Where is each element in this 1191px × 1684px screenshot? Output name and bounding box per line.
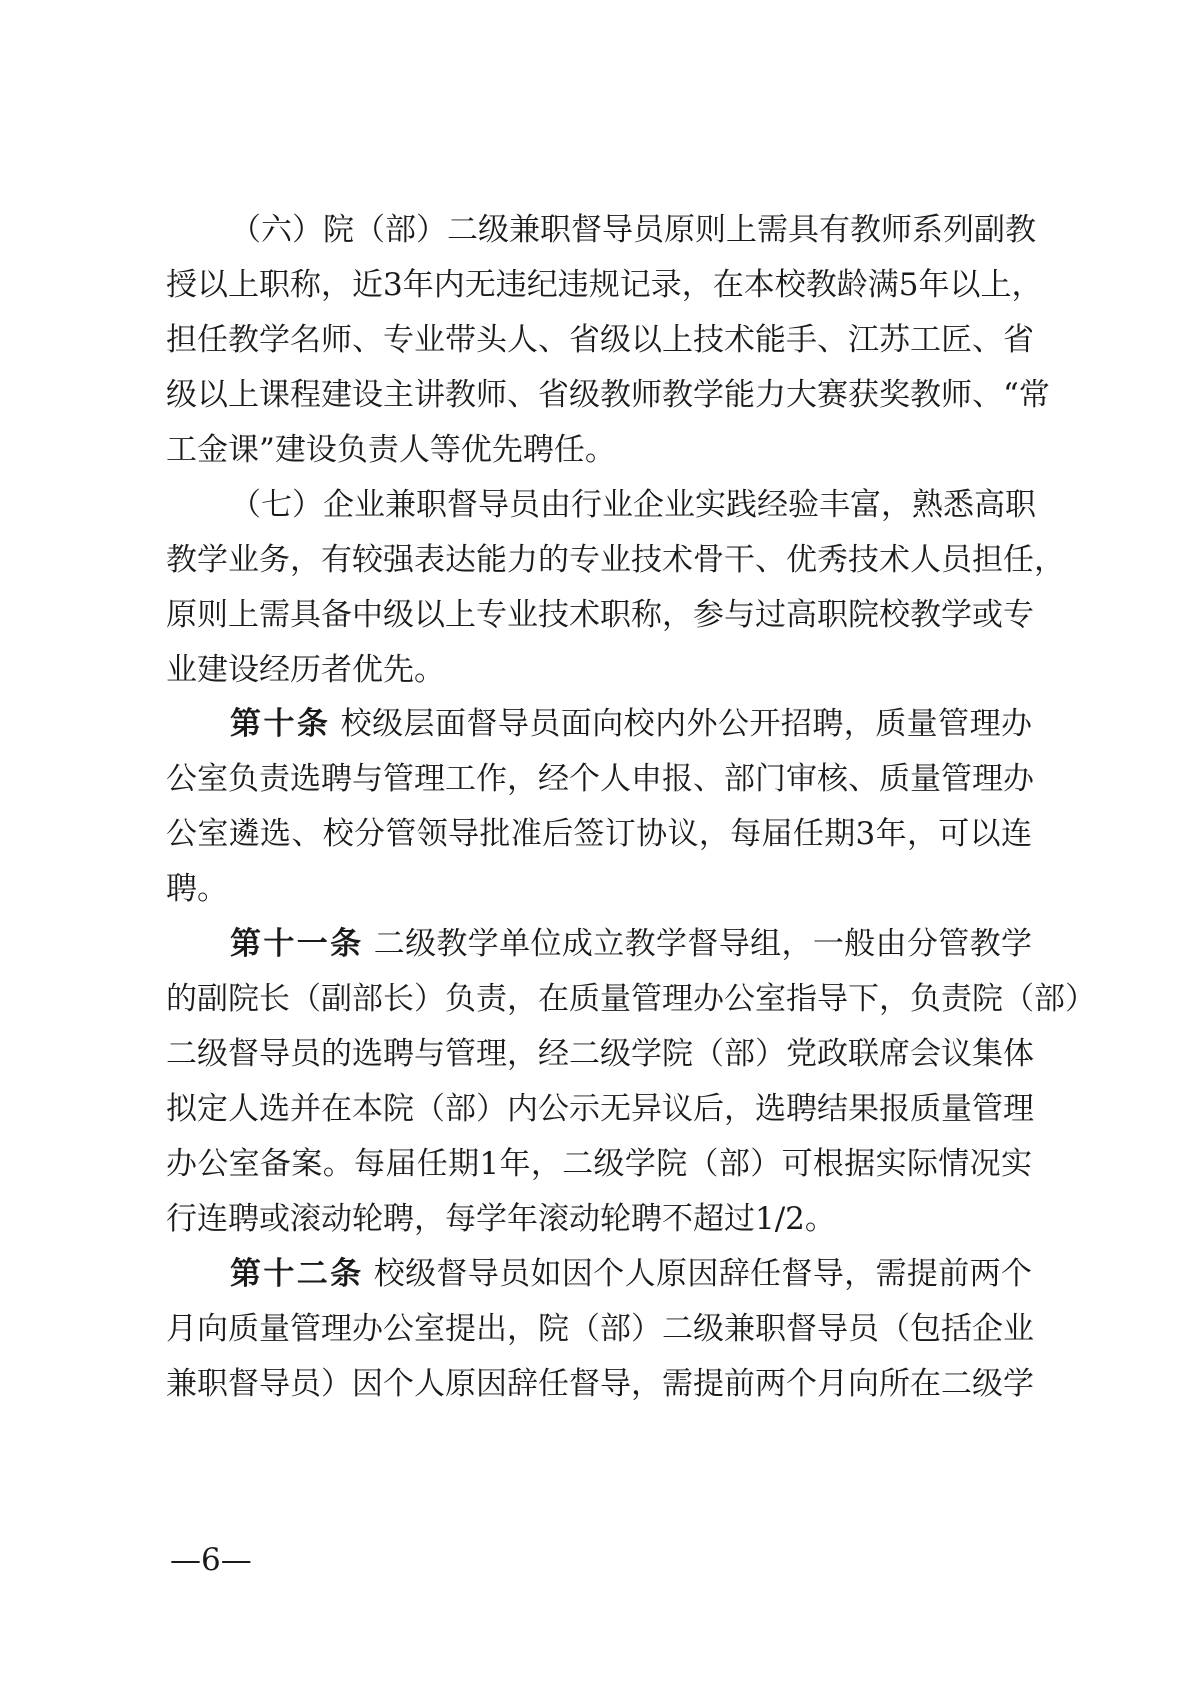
article-11-line-1 xyxy=(230,915,1032,973)
article-12-line-3: 兼职督导员）因个人原因辞任督导，需提前两个月向所在二级学 xyxy=(166,1366,1034,1402)
paragraph-6-line-4: 级以上课程建设主讲教师、省级教师教学能力大赛获奖教师、“常 xyxy=(166,377,1050,413)
paragraph-6-line-1: （六）院（部）二级兼职督导员原则上需具有教师系列副教 xyxy=(230,212,1036,248)
article-10-line-3: 公室遴选、校分管领导批准后签订协议，每届任期3年，可以连 xyxy=(166,816,1032,852)
article-12-line-1 xyxy=(230,1245,1032,1303)
article-10-title: 第十条 xyxy=(230,706,331,742)
article-11-line-2: 的副院长（副部长）负责，在质量管理办公室指导下，负责院（部） xyxy=(166,981,1096,1017)
article-10-line-2: 公室负责选聘与管理工作，经个人申报、部门审核、质量管理办 xyxy=(166,761,1034,797)
article-11-line-3: 二级督导员的选聘与管理，经二级学院（部）党政联席会议集体 xyxy=(166,1036,1034,1072)
article-11-title: 第十一条 xyxy=(230,926,364,962)
article-12-text: 校级督导员如因个人原因辞任督导，需提前两个 xyxy=(373,1256,1033,1292)
article-10-line-4: 聘。 xyxy=(166,871,228,907)
article-10-line-1 xyxy=(230,695,1032,753)
page-number: —6— xyxy=(170,1542,252,1578)
article-11-line-6: 行连聘或滚动轮聘，每学年滚动轮聘不超过1/2。 xyxy=(166,1201,836,1237)
paragraph-6-line-3: 担任教学名师、专业带头人、省级以上技术能手、江苏工匠、省 xyxy=(166,322,1034,358)
article-12-title: 第十二条 xyxy=(230,1256,364,1292)
article-10-text: 校级层面督导员面向校内外公开招聘，质量管理办 xyxy=(340,706,1033,742)
article-11-line-5: 办公室备案。每届任期1年，二级学院（部）可根据实际情况实 xyxy=(166,1146,1032,1182)
paragraph-7-line-4: 业建设经历者优先。 xyxy=(166,652,445,688)
article-12-line-2: 月向质量管理办公室提出，院（部）二级兼职督导员（包括企业 xyxy=(166,1311,1034,1347)
paragraph-6-line-2: 授以上职称，近3年内无违纪违规记录，在本校教龄满5年以上， xyxy=(166,267,1043,303)
paragraph-7-line-2: 教学业务，有较强表达能力的专业技术骨干、优秀技术人员担任， xyxy=(166,542,1065,578)
article-11-line-4: 拟定人选并在本院（部）内公示无异议后，选聘结果报质量管理 xyxy=(166,1091,1034,1127)
paragraph-6-line-5: 工金课”建设负责人等优先聘任。 xyxy=(166,432,616,468)
article-11-text: 二级教学单位成立教学督导组，一般由分管教学 xyxy=(373,926,1033,962)
paragraph-7-line-1: （七）企业兼职督导员由行业企业实践经验丰富，熟悉高职 xyxy=(230,487,1036,523)
paragraph-7-line-3: 原则上需具备中级以上专业技术职称，参与过高职院校教学或专 xyxy=(166,597,1034,633)
